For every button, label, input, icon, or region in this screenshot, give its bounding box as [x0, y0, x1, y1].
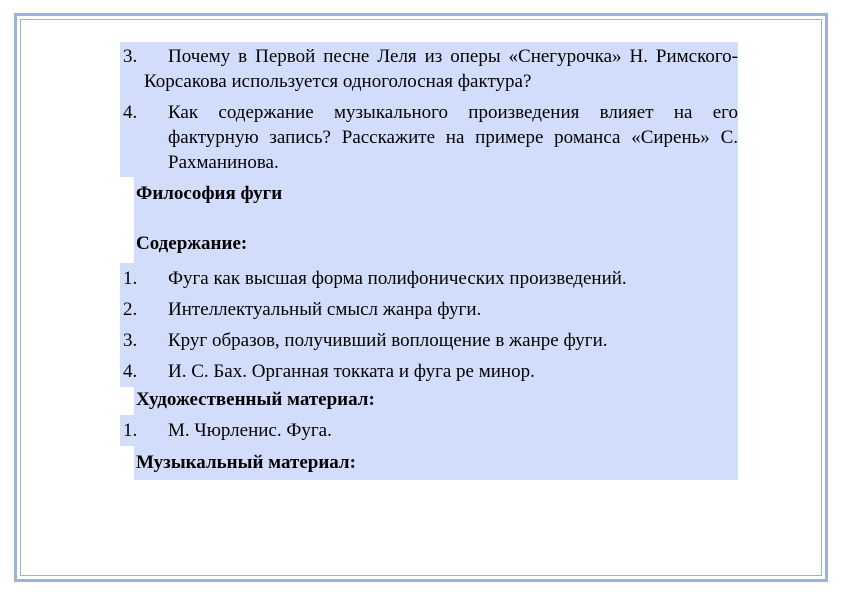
list-text: Интеллектуальный смысл жанра фуги.	[168, 299, 482, 320]
list-text: Фуга как высшая форма полифонических произведений.	[168, 268, 627, 289]
list-number: 1.	[123, 268, 138, 289]
list-number: 1.	[123, 420, 138, 441]
art-heading: Художественный материал:	[134, 387, 738, 415]
list-number: 3.	[123, 330, 138, 351]
question-3	[120, 42, 738, 96]
question-number: 3.	[123, 46, 138, 67]
content-item	[120, 294, 738, 325]
content-item	[120, 356, 738, 387]
question-number: 4.	[123, 102, 138, 123]
document-content	[120, 42, 738, 480]
list-text: И. С. Бах. Органная токката и фуга ре минор.	[168, 361, 535, 382]
list-text: Круг образов, получивший воплощение в жанре фуги.	[168, 330, 608, 351]
question-text	[168, 100, 738, 175]
topic-title: Философия фуги	[134, 177, 738, 229]
list-text: М. Чюрленис. Фуга.	[168, 420, 332, 441]
question-4-text: Как содержание музыкального произведения влияет на его фактурную запись? Расскажите на примере романса «Сирень» С. Рахманинова.	[168, 102, 738, 173]
music-heading: Музыкальный материал:	[134, 446, 738, 480]
list-number: 4.	[123, 361, 138, 382]
list-number: 2.	[123, 299, 138, 320]
art-item	[120, 415, 738, 446]
content-heading: Содержание:	[134, 229, 738, 263]
content-item	[120, 263, 738, 294]
question-text: Почему в Первой песне Леля из оперы «Снегурочка» Н. Римского-Корсакова используется одноголосная фактура?	[144, 46, 738, 92]
question-4	[120, 96, 738, 177]
content-item	[120, 325, 738, 356]
